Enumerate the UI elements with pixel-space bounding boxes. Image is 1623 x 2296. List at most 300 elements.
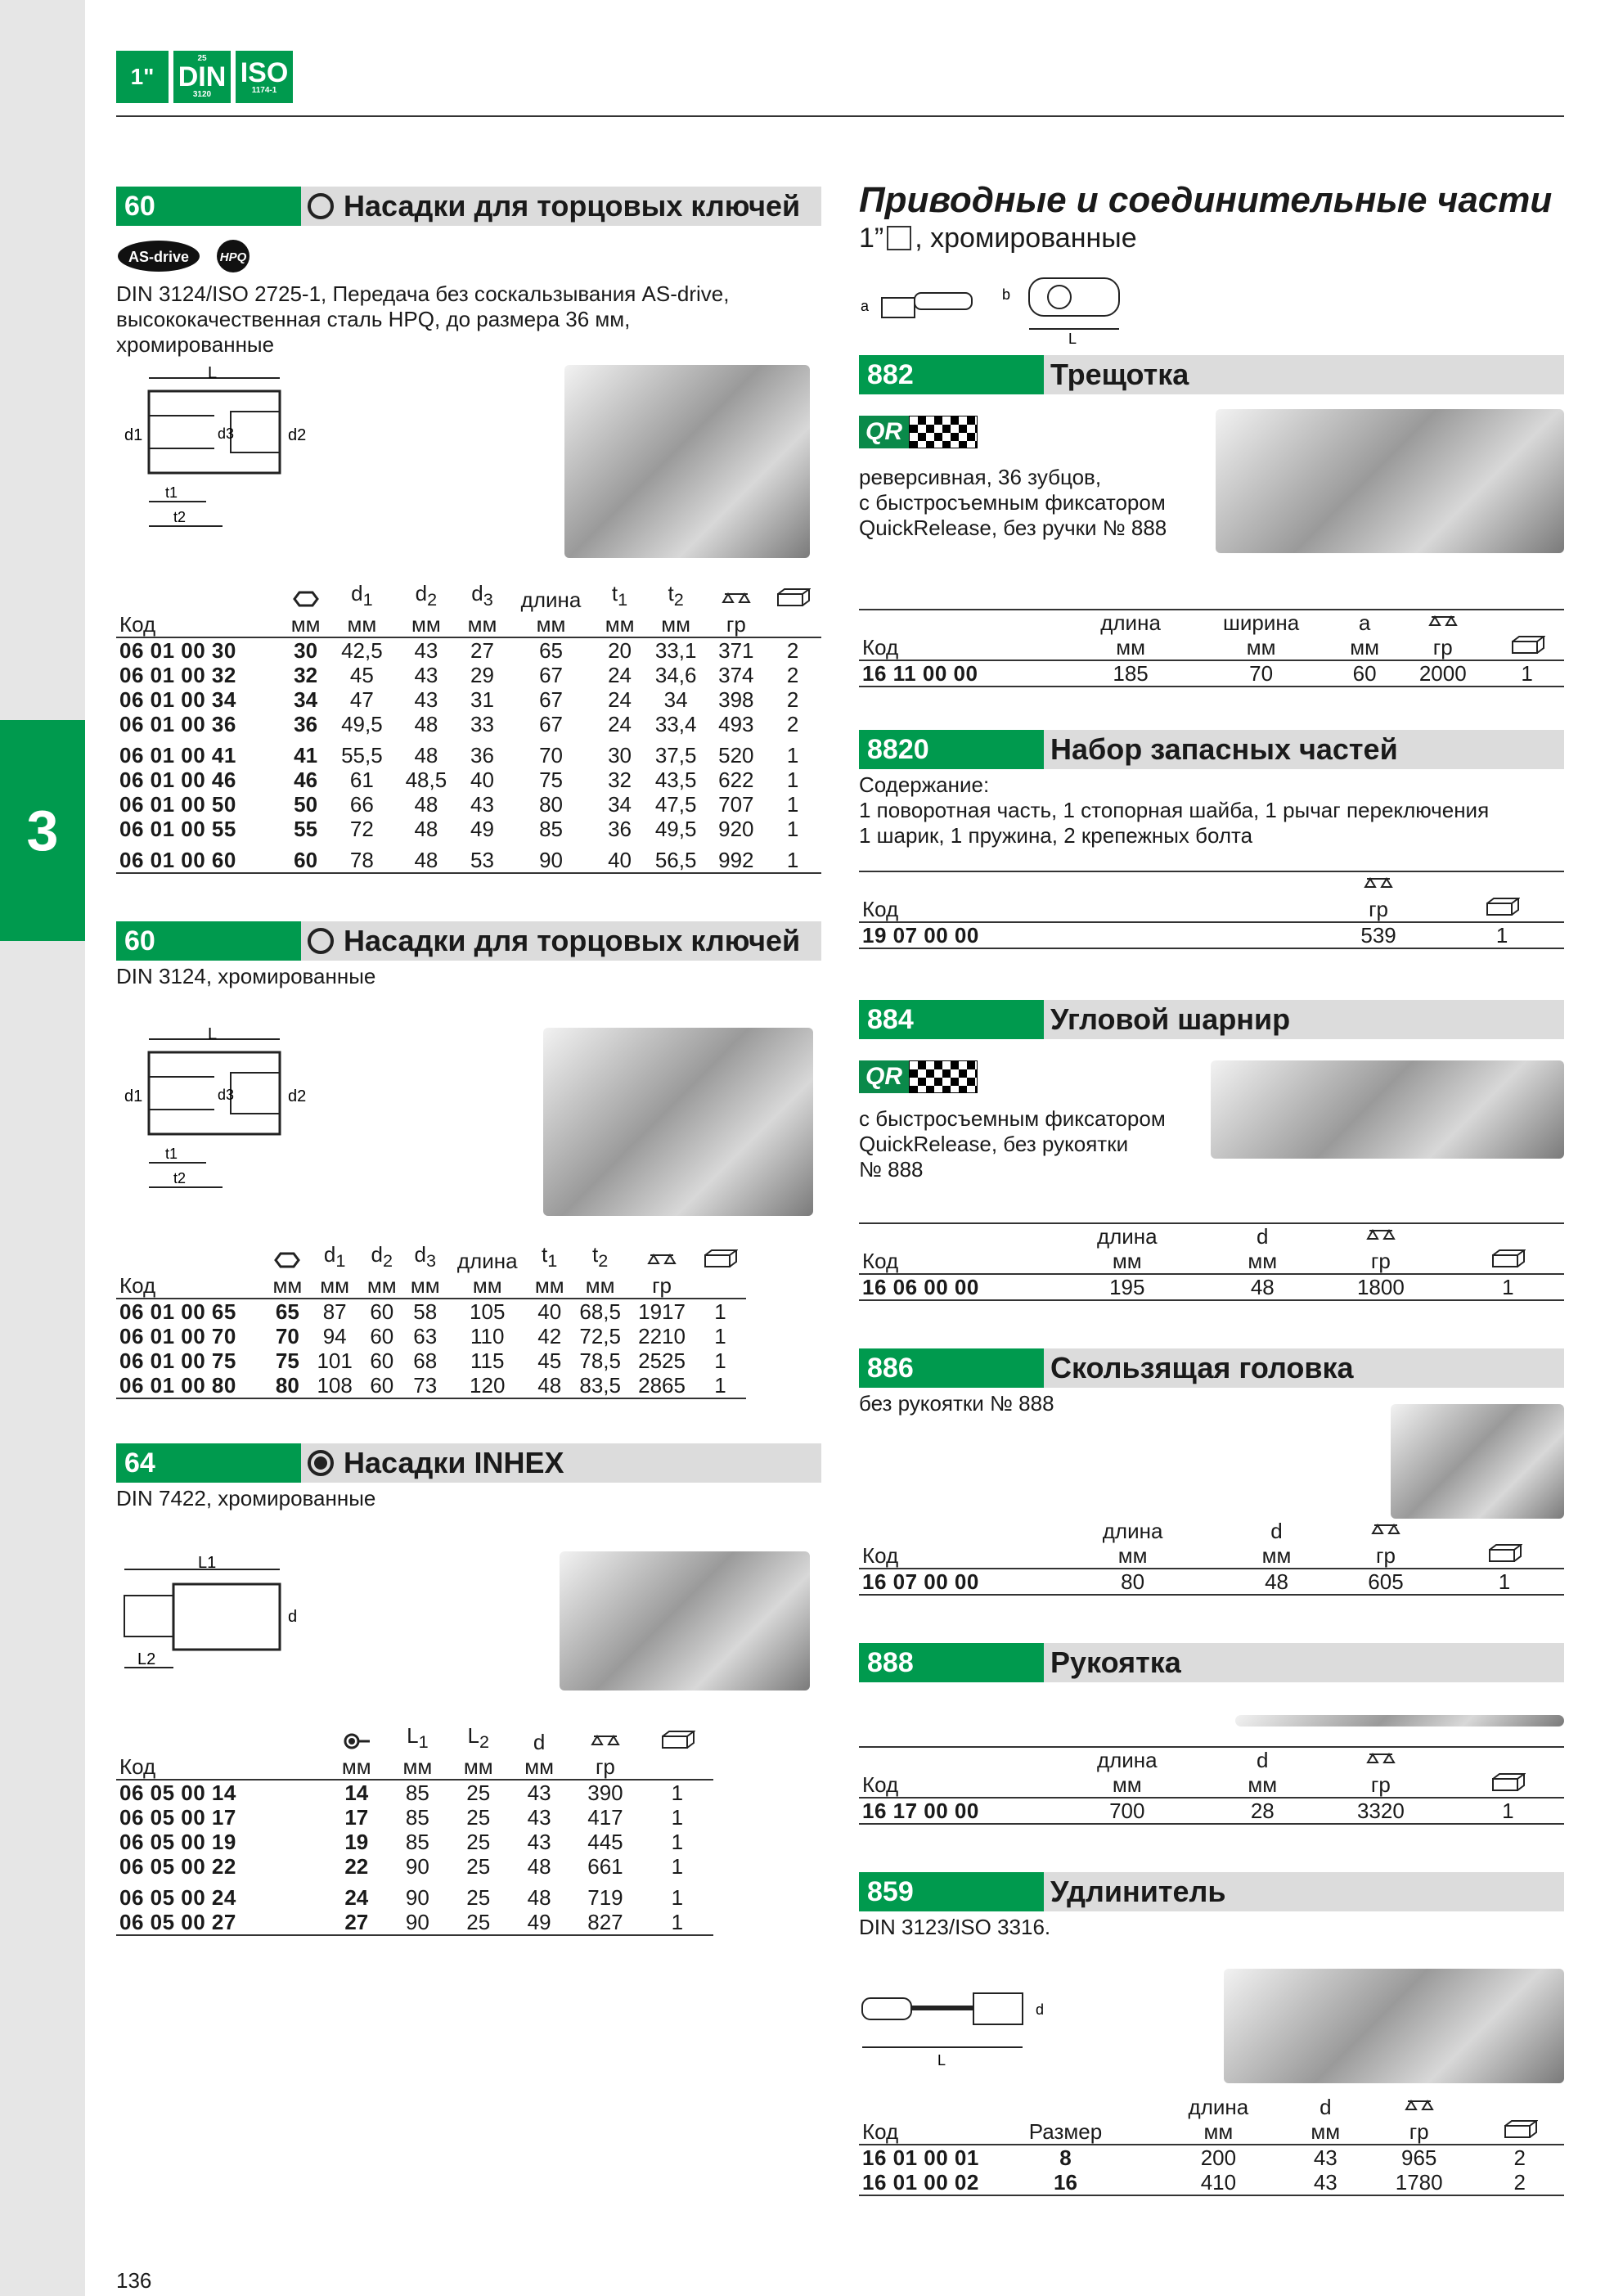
table-header-units-row [859, 1249, 1564, 1274]
page-number: 136 [116, 2268, 152, 2293]
cell: 445 [587, 1830, 623, 1855]
scale-icon [1317, 871, 1440, 897]
cell: 24 [608, 687, 632, 713]
cell: 1 [714, 1324, 726, 1349]
cell-code: 06 01 00 50 [119, 792, 236, 817]
cell: 67 [539, 663, 563, 688]
col-unit: мм [506, 612, 596, 637]
cell: 73 [403, 1373, 447, 1398]
section-number: 884 [859, 1000, 1044, 1039]
col-length: длина [1102, 1519, 1163, 1543]
cell: 33 [470, 712, 494, 737]
cell: 1 [1440, 922, 1564, 948]
col-unit: мм [528, 1273, 571, 1299]
cell: 75 [275, 1348, 299, 1374]
cell: 32 [294, 663, 318, 688]
col-unit: мм [1189, 635, 1333, 660]
subtitle-text: , хромированные [915, 223, 1137, 254]
col-length: длина [456, 1249, 518, 1274]
cell: 70 [1189, 660, 1333, 687]
col-d2: d [415, 581, 428, 606]
cell-code: 06 05 00 24 [119, 1885, 236, 1911]
col-unit: мм [1288, 2119, 1363, 2145]
subtitle-size: 1” [859, 223, 884, 254]
cell: 32 [608, 768, 632, 793]
scale-icon [569, 1723, 641, 1754]
cell: 90 [405, 1854, 429, 1880]
top-divider [116, 115, 1564, 117]
table-body [116, 637, 821, 873]
cell: 85 [405, 1781, 429, 1806]
cell: 30 [608, 743, 632, 768]
table-header-units-row [859, 2119, 1564, 2145]
cell: 80 [1039, 1569, 1226, 1595]
cell-code: 06 01 00 60 [116, 841, 281, 873]
cell: 65 [275, 1299, 299, 1325]
iso-badge-number: 1174-1 [251, 86, 277, 95]
din-badge-bottom: 3120 [192, 90, 212, 99]
cell: 24 [608, 663, 632, 688]
inch-badge: 1" [116, 51, 169, 103]
table-header-row [859, 1747, 1564, 1772]
cell: 2 [1475, 2170, 1564, 2195]
cell: 22 [344, 1854, 369, 1880]
cell-code: 06 01 00 46 [119, 768, 236, 793]
scale-icon [1327, 1519, 1445, 1543]
spec-table-886 [859, 1519, 1564, 1596]
cell: 60 [370, 1348, 394, 1374]
cell: 2 [786, 638, 799, 664]
table-row [116, 663, 821, 687]
col-unit: гр [1363, 2119, 1475, 2145]
cell: 66 [349, 792, 374, 817]
table-row [859, 660, 1564, 687]
section-header-882 [859, 355, 1564, 394]
cell: 25 [466, 1805, 491, 1830]
col-unit: мм [571, 1273, 629, 1299]
cell-code: 06 01 00 55 [119, 817, 236, 842]
col-code: Код [859, 635, 1072, 660]
col-t1: t [542, 1242, 548, 1267]
cell: 85 [539, 817, 563, 842]
cell-code: 19 07 00 00 [859, 922, 1317, 948]
cell: 56,5 [644, 841, 708, 873]
section-number: 859 [859, 1872, 1044, 1911]
cell: 43 [414, 687, 438, 713]
cell: 34,6 [654, 663, 697, 688]
section-header-60-asdrive [116, 187, 821, 226]
cell: 24 [608, 712, 632, 737]
cell: 1917 [638, 1299, 686, 1325]
cell: 2 [786, 663, 799, 688]
col-unit: мм [1216, 1249, 1310, 1274]
col-unit: мм [596, 612, 644, 637]
cell: 80 [266, 1373, 309, 1398]
dim-t1-label: t1 [165, 484, 178, 501]
col-unit: мм [1333, 635, 1396, 660]
table-header-units-row [859, 1543, 1564, 1569]
cell-code: 06 05 00 19 [119, 1830, 236, 1855]
table-header-units-row [116, 612, 821, 637]
cell: 55 [294, 817, 318, 842]
col-d3: d [414, 1242, 426, 1267]
package-icon [1475, 2119, 1564, 2145]
cell: 520 [718, 743, 754, 768]
cell-code: 16 06 00 00 [859, 1274, 1039, 1300]
table-header-row [116, 1723, 713, 1754]
cell: 29 [470, 663, 494, 688]
cell: 47 [349, 687, 374, 713]
cell: 33,4 [654, 712, 697, 737]
socket-hex-photo [543, 1028, 813, 1216]
table-row [116, 1854, 713, 1879]
cell: 920 [718, 817, 754, 842]
col-code: Код [859, 2119, 982, 2145]
page-subtitle [859, 223, 1137, 254]
package-icon [641, 1723, 713, 1754]
asdrive-logo-text: AS-drive [128, 249, 190, 265]
scale-icon [1363, 2095, 1475, 2119]
cell: 398 [718, 687, 754, 713]
cell: 1 [1452, 1274, 1564, 1300]
cell: 1 [671, 1830, 684, 1855]
cell: 1 [671, 1885, 684, 1911]
col-sub: 3 [425, 1250, 437, 1272]
table-header-row [859, 1223, 1564, 1249]
table-row [116, 768, 821, 792]
col-unit: мм [309, 1273, 360, 1299]
table-header-row [116, 1242, 746, 1273]
col-unit: гр [1396, 635, 1490, 660]
inhex-socket-icon [326, 1723, 387, 1754]
table-row [116, 841, 821, 873]
col-unit: мм [330, 612, 394, 637]
cell: 992 [708, 841, 764, 873]
cell: 58 [413, 1299, 438, 1325]
dim-d1-label: d1 [124, 1087, 143, 1105]
cell: 20 [608, 638, 632, 664]
table-header-row [859, 871, 1564, 897]
cell: 49 [470, 817, 494, 842]
desc-line: QuickRelease, без ручки № 888 [859, 515, 1167, 540]
desc-line: № 888 [859, 1157, 924, 1182]
table-header-row [859, 1519, 1564, 1543]
section-description-64: DIN 7422, хромированные [116, 1486, 376, 1510]
col-unit: мм [360, 1273, 403, 1299]
cell: 48 [1216, 1274, 1310, 1300]
table-header-units-row [116, 1754, 713, 1780]
col-d1: d [323, 1242, 336, 1267]
dim-L2-label: L2 [137, 1650, 156, 1668]
col-unit: мм [448, 1754, 509, 1780]
cell: 1800 [1310, 1274, 1452, 1300]
cell: 48 [527, 1885, 551, 1911]
cell: 72,5 [579, 1324, 621, 1349]
section-description-884 [859, 1106, 1166, 1182]
col-sub: 2 [673, 589, 684, 610]
col-d: d [1270, 1519, 1283, 1543]
section-title: Угловой шарнир [1050, 1002, 1291, 1036]
iso-badge [236, 51, 293, 103]
cell: 49 [509, 1910, 569, 1935]
package-icon [1452, 1772, 1564, 1798]
col-d2: d [371, 1242, 383, 1267]
section-header-8820 [859, 730, 1564, 769]
ratchet-photo [1216, 409, 1564, 553]
page-title: Приводные и соединительные части [859, 180, 1553, 220]
col-d: d [533, 1730, 546, 1755]
cell: 1 [764, 841, 821, 873]
cell: 1 [786, 792, 799, 817]
table-header-units-row [859, 897, 1564, 922]
cell-code: 06 01 00 75 [119, 1348, 236, 1374]
section-number: 8820 [859, 730, 1044, 769]
cell: 1 [714, 1348, 726, 1374]
checkered-flag-icon [909, 416, 978, 448]
cell-code: 06 01 00 36 [119, 712, 236, 737]
col-code: Код [859, 1249, 1039, 1274]
col-sub: 2 [598, 1250, 609, 1272]
cell: 67 [539, 687, 563, 713]
col-d: d [1216, 1223, 1310, 1249]
table-row [116, 1324, 746, 1348]
cell: 700 [1039, 1798, 1216, 1824]
cell: 42 [537, 1324, 562, 1349]
cell: 115 [470, 1348, 505, 1374]
section-description-882 [859, 465, 1167, 541]
cell: 108 [309, 1373, 360, 1398]
left-sidebar [0, 0, 85, 2296]
table-row [116, 712, 821, 736]
section-title: Трещотка [1050, 358, 1189, 391]
cell: 68,5 [579, 1299, 621, 1325]
cell-code: 06 01 00 34 [119, 687, 236, 713]
cell: 90 [506, 841, 596, 873]
scale-icon [629, 1242, 695, 1273]
cell-code: 06 01 00 32 [119, 663, 236, 688]
cell: 36 [470, 743, 494, 768]
cell: 8 [1059, 2145, 1072, 2170]
col-unit: мм [281, 612, 330, 637]
section-header-884 [859, 1000, 1564, 1039]
cell: 50 [294, 792, 318, 817]
section-header-859 [859, 1872, 1564, 1911]
cell: 48 [414, 792, 438, 817]
col-unit: гр [708, 612, 764, 637]
col-sub: 2 [479, 1731, 489, 1753]
cell: 185 [1072, 660, 1189, 687]
cell: 27 [470, 638, 494, 664]
col-unit: гр [1317, 897, 1440, 922]
col-unit: мм [326, 1754, 387, 1780]
col-d: d [1216, 1747, 1310, 1772]
cell-code: 16 07 00 00 [859, 1569, 1039, 1595]
din-badge-top: 25 [197, 54, 207, 63]
dim-t2-label: t2 [173, 1170, 187, 1186]
cell: 48,5 [405, 768, 447, 793]
col-sub: 3 [483, 589, 493, 610]
dim-d3-label: d3 [218, 1087, 235, 1103]
col-width: ширина [1189, 610, 1333, 635]
cell-code: 06 01 00 70 [119, 1324, 236, 1349]
spec-table-884 [859, 1222, 1564, 1301]
cell: 40 [537, 1299, 562, 1325]
section-header-886 [859, 1348, 1564, 1388]
col-unit: гр [1327, 1543, 1445, 1569]
table-row [859, 2145, 1564, 2170]
cell: 105 [470, 1299, 506, 1325]
col-code: Код [116, 1754, 326, 1780]
section-title [301, 1443, 564, 1483]
cell-code: 16 01 00 02 [859, 2170, 982, 2195]
cell: 65 [539, 638, 563, 664]
cell: 493 [718, 712, 754, 737]
chapter-tab: 3 [0, 720, 85, 941]
col-unit: мм [403, 1273, 447, 1299]
col-code: Код [859, 1543, 1039, 1569]
table-row [859, 1569, 1564, 1595]
bi-hex-socket-icon [308, 193, 334, 219]
cell: 2 [786, 687, 799, 713]
cell: 417 [587, 1805, 623, 1830]
col-L2: L [467, 1723, 479, 1748]
inhex-technical-drawing [116, 1555, 329, 1686]
col-unit: гр [569, 1754, 641, 1780]
cell: 75 [539, 768, 563, 793]
scale-icon [1396, 610, 1490, 635]
col-d1: d [351, 581, 363, 606]
section-title: Скользящая головка [1050, 1351, 1354, 1384]
cell-code: 06 01 00 65 [119, 1299, 236, 1325]
cell: 24 [344, 1885, 369, 1911]
cell-code: 16 17 00 00 [859, 1798, 1039, 1824]
cell: 43 [414, 638, 438, 664]
table-row [116, 736, 821, 768]
cell: 410 [1149, 2170, 1288, 2195]
section-title: Удлинитель [1050, 1875, 1226, 1908]
col-unit: мм [1039, 1249, 1216, 1274]
section-title: Набор запасных частей [1050, 732, 1398, 766]
cell: 61 [349, 768, 374, 793]
table-row [116, 1299, 746, 1324]
cell: 2000 [1396, 660, 1490, 687]
cell: 27 [326, 1910, 387, 1935]
cell: 25 [466, 1854, 491, 1880]
section-number: 64 [116, 1443, 301, 1483]
table-header-row [859, 2095, 1564, 2119]
table-header-units-row [859, 635, 1564, 660]
cell: 2 [786, 712, 799, 737]
cell: 1 [786, 768, 799, 793]
cell: 45 [537, 1348, 562, 1374]
table-row [116, 792, 821, 817]
col-size: Размер [982, 2119, 1149, 2145]
col-unit: мм [387, 1754, 447, 1780]
cell: 1 [786, 743, 799, 768]
cell: 110 [470, 1324, 505, 1349]
cell-code: 06 01 00 41 [119, 743, 236, 768]
qr-label: QR [859, 1060, 909, 1093]
cell: 195 [1039, 1274, 1216, 1300]
quick-release-logo [859, 1060, 978, 1093]
spec-table-859 [859, 2095, 1564, 2196]
cell: 48 [414, 712, 438, 737]
iso-badge-label: ISO [240, 57, 289, 88]
col-t2: t [668, 581, 674, 606]
dim-L-label: L [1068, 331, 1077, 344]
dim-b-label: b [1002, 286, 1011, 303]
dim-t2-label: t2 [173, 509, 187, 525]
extension-bar-photo [1224, 1969, 1564, 2083]
col-unit: мм [1216, 1772, 1310, 1798]
table-row [116, 817, 821, 841]
cell: 45 [349, 663, 374, 688]
dim-t1-label: t1 [165, 1146, 178, 1162]
cell: 605 [1327, 1569, 1445, 1595]
inhex-socket-icon [308, 1450, 334, 1476]
quick-release-logo [859, 416, 978, 448]
dim-d-label: d [1036, 2001, 1045, 2018]
package-icon [764, 581, 821, 612]
cell: 60 [281, 841, 330, 873]
cell-code: 16 01 00 01 [862, 2145, 979, 2170]
cell: 1 [671, 1805, 684, 1830]
dim-d2-label: d2 [288, 426, 307, 444]
col-unit: мм [458, 612, 506, 637]
cell: 67 [539, 712, 563, 737]
cell: 30 [294, 638, 318, 664]
cell: 48 [528, 1373, 571, 1398]
section-title-text: Насадки INHEX [344, 1446, 564, 1479]
table-row [116, 1373, 746, 1398]
desc-line: высококачественная сталь HPQ, до размера 36 мм, [116, 307, 631, 331]
cell: 60 [360, 1373, 403, 1398]
col-length: длина [1039, 1747, 1216, 1772]
cell-code: 06 05 00 22 [119, 1854, 236, 1880]
cell: 25 [448, 1910, 509, 1935]
socket-asdrive-photo [564, 365, 810, 558]
col-sub: 1 [362, 589, 373, 610]
col-d3: d [471, 581, 483, 606]
cell: 1 [786, 817, 799, 842]
col-unit: мм [394, 612, 459, 637]
cell: 2865 [629, 1373, 695, 1398]
cell: 43 [470, 792, 494, 817]
cell: 14 [344, 1781, 369, 1806]
section-header-64-inhex [116, 1443, 821, 1483]
table-row [116, 1879, 713, 1910]
section-description-886: без рукоятки № 888 [859, 1391, 1054, 1416]
cell: 1 [1445, 1569, 1564, 1595]
table-row [116, 1830, 713, 1854]
cell: 49,5 [341, 712, 383, 737]
cell: 36 [608, 817, 632, 842]
cell: 63 [413, 1324, 438, 1349]
cell-code: 06 01 00 80 [116, 1373, 266, 1398]
cell: 965 [1400, 2145, 1437, 2170]
checkered-flag-icon [909, 1060, 978, 1093]
desc-line: с быстросъемным фиксатором [859, 1106, 1166, 1131]
section-description-60-hex: DIN 3124, хромированные [116, 964, 376, 988]
col-sub: 1 [418, 1731, 429, 1753]
desc-line: Содержание: [859, 772, 990, 797]
spec-table-8820 [859, 871, 1564, 949]
cell: 47,5 [654, 792, 697, 817]
col-code: Код [116, 612, 281, 637]
cell: 1780 [1363, 2170, 1475, 2195]
table-header-row [116, 581, 821, 612]
scale-icon [708, 581, 764, 612]
